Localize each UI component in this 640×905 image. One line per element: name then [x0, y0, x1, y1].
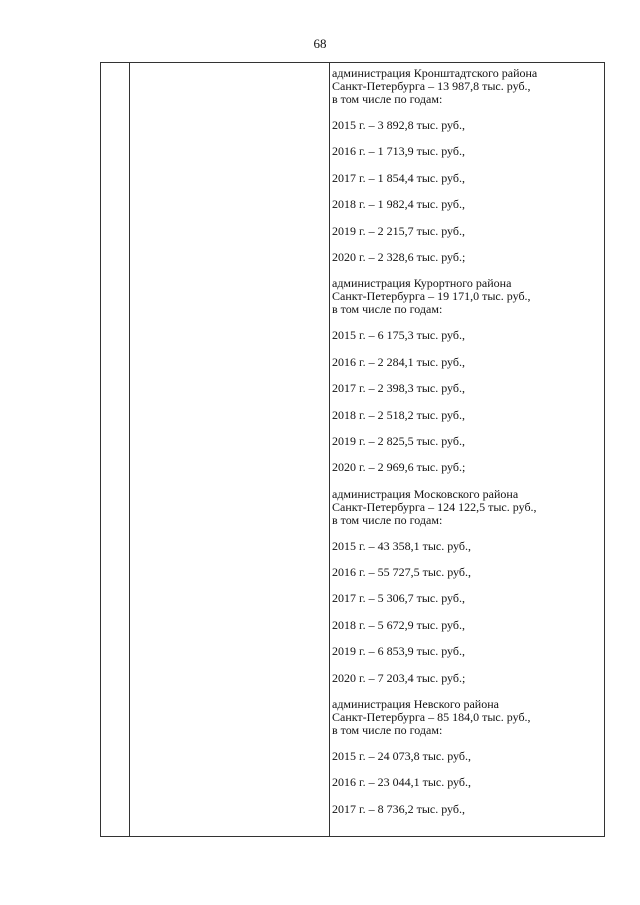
- district-block: [332, 488, 602, 685]
- year-line: 2020 г. – 7 203,4 тыс. руб.;: [332, 670, 466, 685]
- header-line: в том числе по годам:: [332, 723, 443, 738]
- header-line: администрация Кронштадтского района: [332, 66, 538, 80]
- year-line: 2018 г. – 1 982,4 тыс. руб.,: [332, 197, 465, 212]
- year-line: 2015 г. – 24 073,8 тыс. руб.,: [332, 749, 471, 764]
- district-header: [332, 488, 602, 527]
- year-line: 2019 г. – 2 215,7 тыс. руб.,: [332, 223, 465, 238]
- header-line: Санкт-Петербурга – 85 184,0 тыс. руб.,: [332, 710, 531, 725]
- district-block: [332, 277, 602, 474]
- page-number: 68: [313, 36, 327, 51]
- funding-content: [332, 67, 602, 829]
- year-line: 2017 г. – 8 736,2 тыс. руб.,: [332, 801, 465, 816]
- header-line: в том числе по годам:: [332, 92, 443, 106]
- district-block: [332, 698, 602, 816]
- year-line: 2019 г. – 2 825,5 тыс. руб.,: [332, 433, 465, 448]
- year-line: 2015 г. – 6 175,3 тыс. руб.,: [332, 328, 465, 343]
- header-line: Санкт-Петербурга – 124 122,5 тыс. руб.,: [332, 499, 537, 514]
- year-line: 2017 г. – 5 306,7 тыс. руб.,: [332, 591, 465, 606]
- header-line: Санкт-Петербурга – 19 171,0 тыс. руб.,: [332, 289, 531, 304]
- year-line: 2017 г. – 1 854,4 тыс. руб.,: [332, 170, 465, 185]
- document-table: [100, 62, 605, 837]
- district-header: [332, 698, 602, 737]
- district-header: [332, 277, 602, 316]
- header-line: администрация Курортного района: [332, 276, 512, 291]
- district-block: [332, 67, 602, 264]
- year-line: 2018 г. – 5 672,9 тыс. руб.,: [332, 617, 465, 632]
- year-line: 2015 г. – 3 892,8 тыс. руб.,: [332, 118, 465, 132]
- year-line: 2016 г. – 2 284,1 тыс. руб.,: [332, 354, 465, 369]
- year-line: 2019 г. – 6 853,9 тыс. руб.,: [332, 644, 465, 659]
- header-line: администрация Невского района: [332, 697, 499, 712]
- year-line: 2015 г. – 43 358,1 тыс. руб.,: [332, 538, 471, 553]
- year-line: 2016 г. – 23 044,1 тыс. руб.,: [332, 775, 471, 790]
- header-line: в том числе по годам:: [332, 512, 443, 527]
- year-line: 2020 г. – 2 969,6 тыс. руб.;: [332, 460, 466, 475]
- header-line: в том числе по годам:: [332, 302, 443, 317]
- year-line: 2016 г. – 1 713,9 тыс. руб.,: [332, 144, 465, 159]
- column-divider: [129, 63, 130, 836]
- year-line: 2016 г. – 55 727,5 тыс. руб.,: [332, 565, 471, 580]
- header-line: администрация Московского района: [332, 486, 519, 501]
- year-line: 2017 г. – 2 398,3 тыс. руб.,: [332, 381, 465, 396]
- year-line: 2020 г. – 2 328,6 тыс. руб.;: [332, 249, 466, 264]
- header-line: Санкт-Петербурга – 13 987,8 тыс. руб.,: [332, 79, 531, 93]
- column-divider: [329, 63, 330, 836]
- year-line: 2018 г. – 2 518,2 тыс. руб.,: [332, 407, 465, 422]
- district-header: [332, 67, 602, 106]
